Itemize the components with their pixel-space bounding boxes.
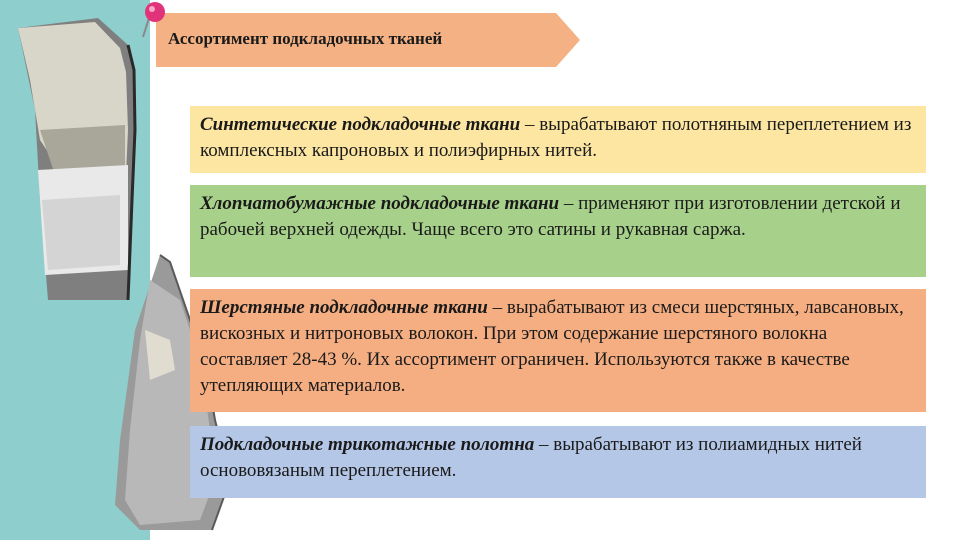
term-wool: Шерстяные подкладочные ткани xyxy=(200,297,488,318)
info-box-synthetic xyxy=(190,106,926,173)
term-cotton: Хлопчатобумажные подкладочные ткани xyxy=(200,193,560,214)
info-box-wool xyxy=(190,289,926,412)
desc-wool: – вырабатывают из смеси шерстяных, лавсановых, вискозных и нитроновых волокон. При этом содержание шерстяного волокна составляет 28-43 %. Их ассортимент ограничен. Используются также в качестве утепляющих материалов. xyxy=(200,297,904,396)
term-synthetic: Синтетические подкладочные ткани xyxy=(200,114,521,135)
title-banner xyxy=(156,13,580,67)
desc-cotton: – применяют при изготовлении детской и рабочей верхней одежды. Чаще всего это сатины и рукавная саржа. xyxy=(200,193,901,240)
term-knit: Подкладочные трикотажные полотна xyxy=(200,434,535,455)
info-box-cotton xyxy=(190,185,926,277)
desc-synthetic: – вырабатывают полотняным переплетением из комплексных капроновых и полиэфирных нитей. xyxy=(200,114,912,161)
pushpin-icon xyxy=(140,0,174,40)
page-title: Ассортимент подкладочных тканей xyxy=(168,29,443,48)
desc-knit: – вырабатывают из полиамидных нитей основовязаным переплетением. xyxy=(200,434,862,481)
info-box-knit xyxy=(190,426,926,498)
